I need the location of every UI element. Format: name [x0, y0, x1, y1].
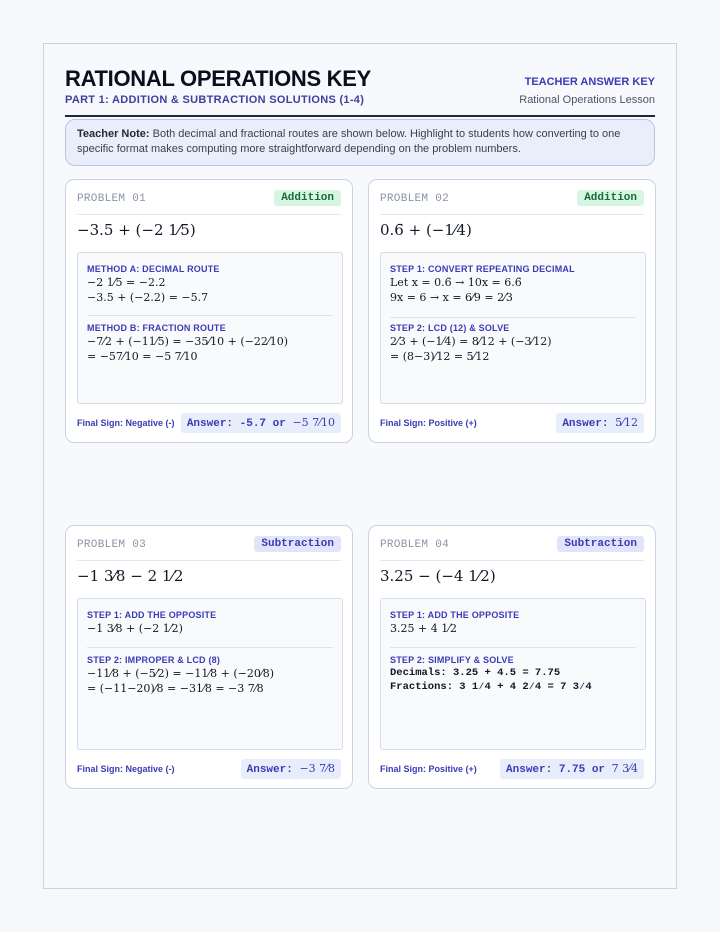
worksheet-page — [43, 43, 677, 889]
method-b — [87, 323, 333, 363]
step-line: 3.25 + 4 1⁄2 — [390, 622, 458, 635]
step-line: 2⁄3 + (−1⁄4) = 8⁄12 + (−3⁄12) — [390, 335, 552, 348]
step-divider — [87, 315, 333, 316]
step-line: = −57⁄10 = −5 7⁄10 — [87, 350, 198, 363]
teacher-note — [65, 119, 655, 166]
operation-tag: Addition — [577, 190, 644, 206]
lesson-label: Rational Operations Lesson — [519, 94, 655, 106]
work-box — [77, 598, 343, 750]
answer-key-label: TEACHER ANSWER KEY — [524, 76, 655, 88]
answer-value: 7 3⁄4 — [611, 762, 638, 775]
step-heading: METHOD B: FRACTION ROUTE — [87, 323, 226, 333]
problem-card-03 — [65, 525, 353, 789]
step-heading: STEP 1: CONVERT REPEATING DECIMAL — [390, 264, 575, 274]
problem-card-01 — [65, 179, 353, 443]
operation-tag: Subtraction — [557, 536, 644, 552]
answer-value: −3 7⁄8 — [299, 762, 335, 775]
answer-value: −5 7⁄10 — [292, 416, 335, 429]
step-2 — [390, 655, 636, 693]
step-heading: STEP 2: LCD (12) & SOLVE — [390, 323, 510, 333]
page-subtitle: PART 1: ADDITION & SUBTRACTION SOLUTIONS (1-4) — [65, 94, 365, 106]
problem-divider — [77, 214, 341, 215]
method-a — [87, 264, 333, 304]
problem-divider — [380, 214, 644, 215]
work-box — [380, 252, 646, 404]
step-line: −1 3⁄8 + (−2 1⁄2) — [87, 622, 183, 635]
answer-prefix: Answer: — [246, 764, 293, 776]
problem-label: PROBLEM 04 — [380, 539, 450, 551]
answer-prefix: Answer: -5.7 or — [186, 418, 286, 430]
answer-badge — [500, 759, 644, 779]
answer-prefix: Answer: 7.75 or — [506, 764, 606, 776]
step-2 — [390, 323, 636, 363]
header-divider — [65, 115, 655, 117]
step-line: Decimals: 3.25 + 4.5 = 7.75 — [390, 667, 561, 679]
problem-label: PROBLEM 01 — [77, 193, 147, 205]
final-sign: Final Sign: Positive (+) — [380, 418, 477, 428]
step-2 — [87, 655, 333, 695]
step-line: Fractions: 3 1⁄4 + 4 2⁄4 = 7 3⁄4 — [390, 681, 592, 693]
step-heading: STEP 1: ADD THE OPPOSITE — [87, 610, 217, 620]
operation-tag: Addition — [274, 190, 341, 206]
teacher-note-label: Teacher Note: — [77, 128, 150, 140]
problem-label: PROBLEM 03 — [77, 539, 147, 551]
work-box — [77, 252, 343, 404]
problem-card-02 — [368, 179, 656, 443]
answer-value: 5⁄12 — [615, 416, 638, 429]
step-heading: METHOD A: DECIMAL ROUTE — [87, 264, 220, 274]
step-divider — [390, 647, 636, 648]
step-line: 9x = 6 → x = 6⁄9 = 2⁄3 — [390, 291, 513, 304]
problem-expression: 0.6̄ + (−1⁄4) — [380, 221, 472, 239]
answer-badge — [241, 759, 341, 779]
problem-divider — [77, 560, 341, 561]
step-heading: STEP 1: ADD THE OPPOSITE — [390, 610, 520, 620]
answer-badge — [181, 413, 341, 433]
step-divider — [390, 317, 636, 318]
final-sign: Final Sign: Negative (-) — [77, 418, 175, 428]
final-sign: Final Sign: Positive (+) — [380, 764, 477, 774]
step-heading: STEP 2: IMPROPER & LCD (8) — [87, 655, 221, 665]
problem-expression: −3.5 + (−2 1⁄5) — [77, 221, 196, 239]
step-line: −3.5 + (−2.2) = −5.7 — [87, 291, 209, 304]
step-line: −2 1⁄5 = −2.2 — [87, 276, 166, 289]
problem-label: PROBLEM 02 — [380, 193, 450, 205]
problem-expression: 3.25 − (−4 1⁄2) — [380, 567, 496, 585]
problem-expression: −1 3⁄8 − 2 1⁄2 — [77, 567, 184, 585]
step-line: −7⁄2 + (−11⁄5) = −35⁄10 + (−22⁄10) — [87, 335, 288, 348]
problem-divider — [380, 560, 644, 561]
answer-prefix: Answer: — [562, 418, 609, 430]
step-1 — [390, 610, 636, 635]
page-title: RATIONAL OPERATIONS KEY — [65, 66, 372, 91]
step-line: = (−11−20)⁄8 = −31⁄8 = −3 7⁄8 — [87, 682, 264, 695]
step-1 — [390, 264, 636, 304]
operation-tag: Subtraction — [254, 536, 341, 552]
step-1 — [87, 610, 333, 635]
problem-card-04 — [368, 525, 656, 789]
step-line: = (8−3)⁄12 = 5⁄12 — [390, 350, 490, 363]
step-line: −11⁄8 + (−5⁄2) = −11⁄8 + (−20⁄8) — [87, 667, 274, 680]
answer-badge — [556, 413, 644, 433]
teacher-note-text: Both decimal and fractional routes are shown below. Highlight to students how converting to one specific format makes computing more straightforward depending on the problem numbers. — [77, 128, 621, 155]
step-line: Let x = 0.6̄ → 10x = 6.6̄ — [390, 276, 522, 289]
work-box — [380, 598, 646, 750]
final-sign: Final Sign: Negative (-) — [77, 764, 175, 774]
step-heading: STEP 2: SIMPLIFY & SOLVE — [390, 655, 514, 665]
step-divider — [87, 647, 333, 648]
